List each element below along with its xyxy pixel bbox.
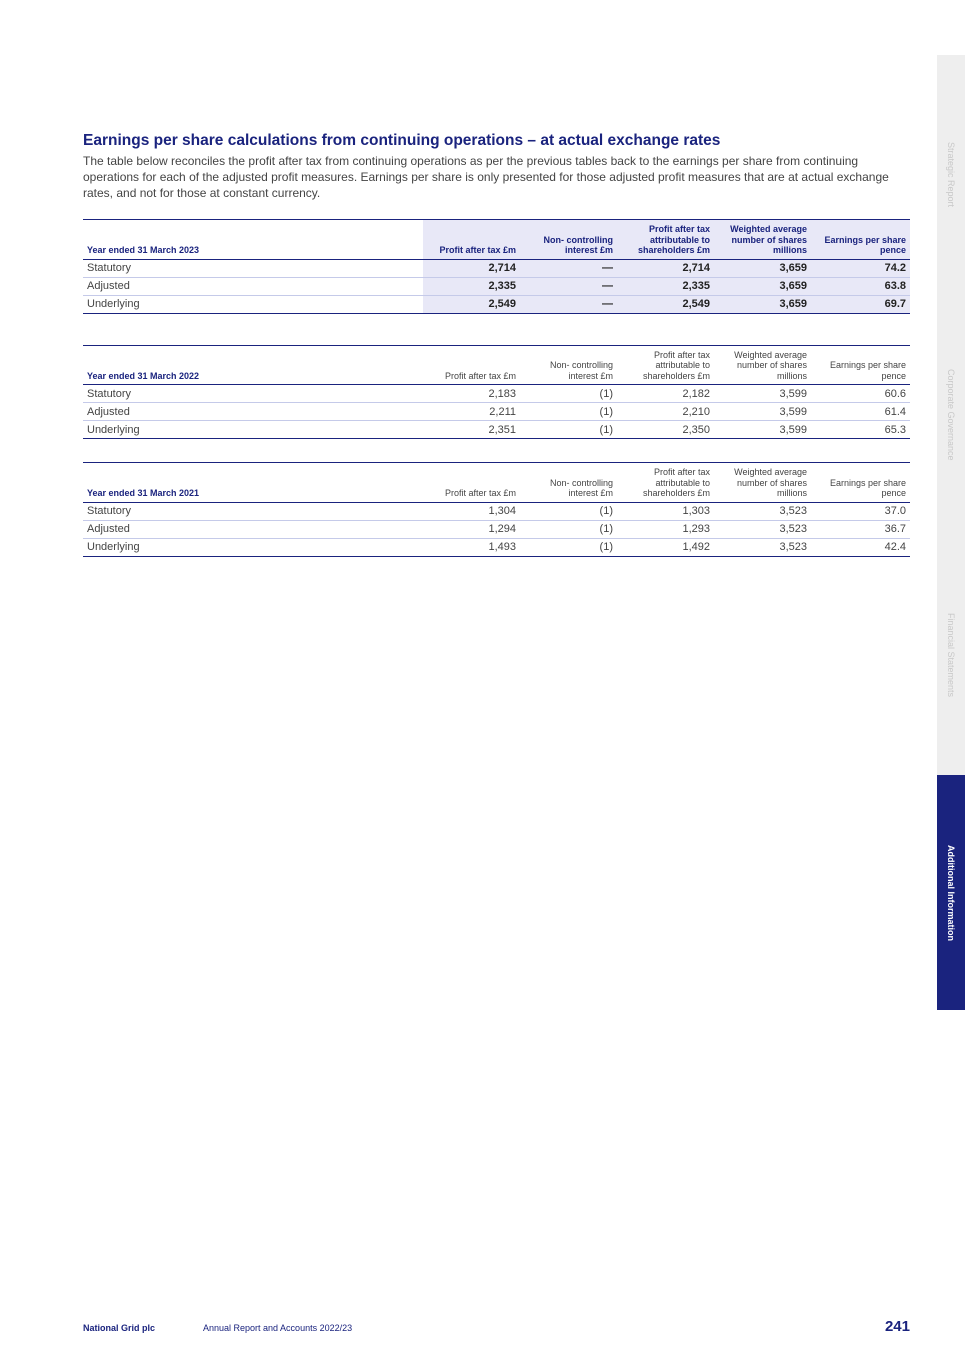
cell-eps: 60.6 bbox=[811, 385, 910, 403]
cell-attrib: 1,492 bbox=[617, 538, 714, 556]
col-profit-after-tax: Profit after tax £m bbox=[423, 220, 520, 260]
col-attributable: Profit after tax attributable to shareholders £m bbox=[617, 220, 714, 260]
table-row bbox=[83, 520, 910, 538]
tab-additional-information[interactable] bbox=[937, 775, 965, 1010]
cell-eps: 61.4 bbox=[811, 403, 910, 421]
year-label: Year ended 31 March 2022 bbox=[83, 345, 423, 385]
eps-table-2021 bbox=[83, 462, 910, 557]
table-row bbox=[83, 421, 910, 439]
col-eps: Earnings per share pence bbox=[811, 463, 910, 503]
cell-attrib: 2,549 bbox=[617, 295, 714, 313]
cell-shares: 3,659 bbox=[714, 259, 811, 277]
cell-attrib: 2,350 bbox=[617, 421, 714, 439]
cell-nci: — bbox=[520, 295, 617, 313]
tab-strategic-report[interactable] bbox=[937, 55, 965, 295]
table-row bbox=[83, 385, 910, 403]
cell-eps: 37.0 bbox=[811, 502, 910, 520]
cell-profit: 2,335 bbox=[423, 277, 520, 295]
cell-attrib: 1,293 bbox=[617, 520, 714, 538]
row-label: Statutory bbox=[83, 502, 423, 520]
col-non-controlling: Non- controlling interest £m bbox=[520, 345, 617, 385]
cell-profit: 2,183 bbox=[423, 385, 520, 403]
eps-table-2023 bbox=[83, 219, 910, 314]
row-label: Statutory bbox=[83, 259, 423, 277]
tab-label: Additional Information bbox=[946, 844, 956, 941]
cell-shares: 3,659 bbox=[714, 295, 811, 313]
cell-nci: (1) bbox=[520, 520, 617, 538]
cell-profit: 1,304 bbox=[423, 502, 520, 520]
col-weighted-shares: Weighted average number of shares millions bbox=[714, 220, 811, 260]
cell-eps: 63.8 bbox=[811, 277, 910, 295]
tab-label: Financial Statements bbox=[946, 612, 956, 698]
cell-eps: 69.7 bbox=[811, 295, 910, 313]
eps-table-2022 bbox=[83, 345, 910, 440]
year-label: Year ended 31 March 2021 bbox=[83, 463, 423, 503]
row-label: Statutory bbox=[83, 385, 423, 403]
row-label: Underlying bbox=[83, 295, 423, 313]
main-content bbox=[83, 130, 910, 557]
cell-attrib: 2,714 bbox=[617, 259, 714, 277]
col-non-controlling: Non- controlling interest £m bbox=[520, 463, 617, 503]
cell-shares: 3,659 bbox=[714, 277, 811, 295]
cell-profit: 1,493 bbox=[423, 538, 520, 556]
table-row bbox=[83, 259, 910, 277]
row-label: Underlying bbox=[83, 421, 423, 439]
cell-profit: 2,211 bbox=[423, 403, 520, 421]
col-attributable: Profit after tax attributable to shareholders £m bbox=[617, 345, 714, 385]
cell-shares: 3,523 bbox=[714, 520, 811, 538]
cell-nci: (1) bbox=[520, 502, 617, 520]
cell-nci: — bbox=[520, 259, 617, 277]
footer-report-title: Annual Report and Accounts 2022/23 bbox=[203, 1323, 353, 1333]
tab-label: Corporate Governance bbox=[946, 369, 956, 461]
section-heading: Earnings per share calculations from continuing operations – at actual exchange rates bbox=[83, 132, 721, 149]
cell-eps: 65.3 bbox=[811, 421, 910, 439]
cell-attrib: 2,210 bbox=[617, 403, 714, 421]
page-number: 241 bbox=[884, 1318, 910, 1335]
col-attributable: Profit after tax attributable to shareholders £m bbox=[617, 463, 714, 503]
cell-nci: (1) bbox=[520, 385, 617, 403]
col-non-controlling: Non- controlling interest £m bbox=[520, 220, 617, 260]
cell-nci: — bbox=[520, 277, 617, 295]
row-label: Adjusted bbox=[83, 520, 423, 538]
cell-profit: 2,714 bbox=[423, 259, 520, 277]
cell-profit: 2,351 bbox=[423, 421, 520, 439]
cell-shares: 3,599 bbox=[714, 421, 811, 439]
col-eps: Earnings per share pence bbox=[811, 345, 910, 385]
cell-nci: (1) bbox=[520, 403, 617, 421]
tab-corporate-governance[interactable] bbox=[937, 295, 965, 535]
cell-eps: 36.7 bbox=[811, 520, 910, 538]
table-row bbox=[83, 295, 910, 313]
row-label: Underlying bbox=[83, 538, 423, 556]
cell-attrib: 2,335 bbox=[617, 277, 714, 295]
cell-nci: (1) bbox=[520, 421, 617, 439]
table-row bbox=[83, 403, 910, 421]
table-row bbox=[83, 277, 910, 295]
cell-shares: 3,523 bbox=[714, 502, 811, 520]
cell-profit: 1,294 bbox=[423, 520, 520, 538]
cell-nci: (1) bbox=[520, 538, 617, 556]
cell-shares: 3,599 bbox=[714, 385, 811, 403]
table-row bbox=[83, 538, 910, 556]
cell-shares: 3,523 bbox=[714, 538, 811, 556]
table-row bbox=[83, 502, 910, 520]
col-eps: Earnings per share pence bbox=[811, 220, 910, 260]
row-label: Adjusted bbox=[83, 277, 423, 295]
col-weighted-shares: Weighted average number of shares millions bbox=[714, 463, 811, 503]
cell-eps: 74.2 bbox=[811, 259, 910, 277]
col-profit-after-tax: Profit after tax £m bbox=[423, 345, 520, 385]
cell-attrib: 2,182 bbox=[617, 385, 714, 403]
tab-label: Strategic Report bbox=[946, 142, 956, 208]
cell-eps: 42.4 bbox=[811, 538, 910, 556]
intro-paragraph: The table below reconciles the profit after tax from continuing operations as per the previous tables back to the earnings per share from continuing operations for each of the adjusted profit measures. Earnings per share is only presented for those adjusted profit measures that are at actual exchange rates, and not for those at constant currency. bbox=[83, 154, 889, 200]
page-footer bbox=[83, 1318, 910, 1338]
col-profit-after-tax: Profit after tax £m bbox=[423, 463, 520, 503]
cell-shares: 3,599 bbox=[714, 403, 811, 421]
year-label: Year ended 31 March 2023 bbox=[83, 220, 423, 260]
row-label: Adjusted bbox=[83, 403, 423, 421]
cell-profit: 2,549 bbox=[423, 295, 520, 313]
footer-company: National Grid plc bbox=[83, 1323, 156, 1333]
col-weighted-shares: Weighted average number of shares millions bbox=[714, 345, 811, 385]
cell-attrib: 1,303 bbox=[617, 502, 714, 520]
tab-financial-statements[interactable] bbox=[937, 535, 965, 775]
